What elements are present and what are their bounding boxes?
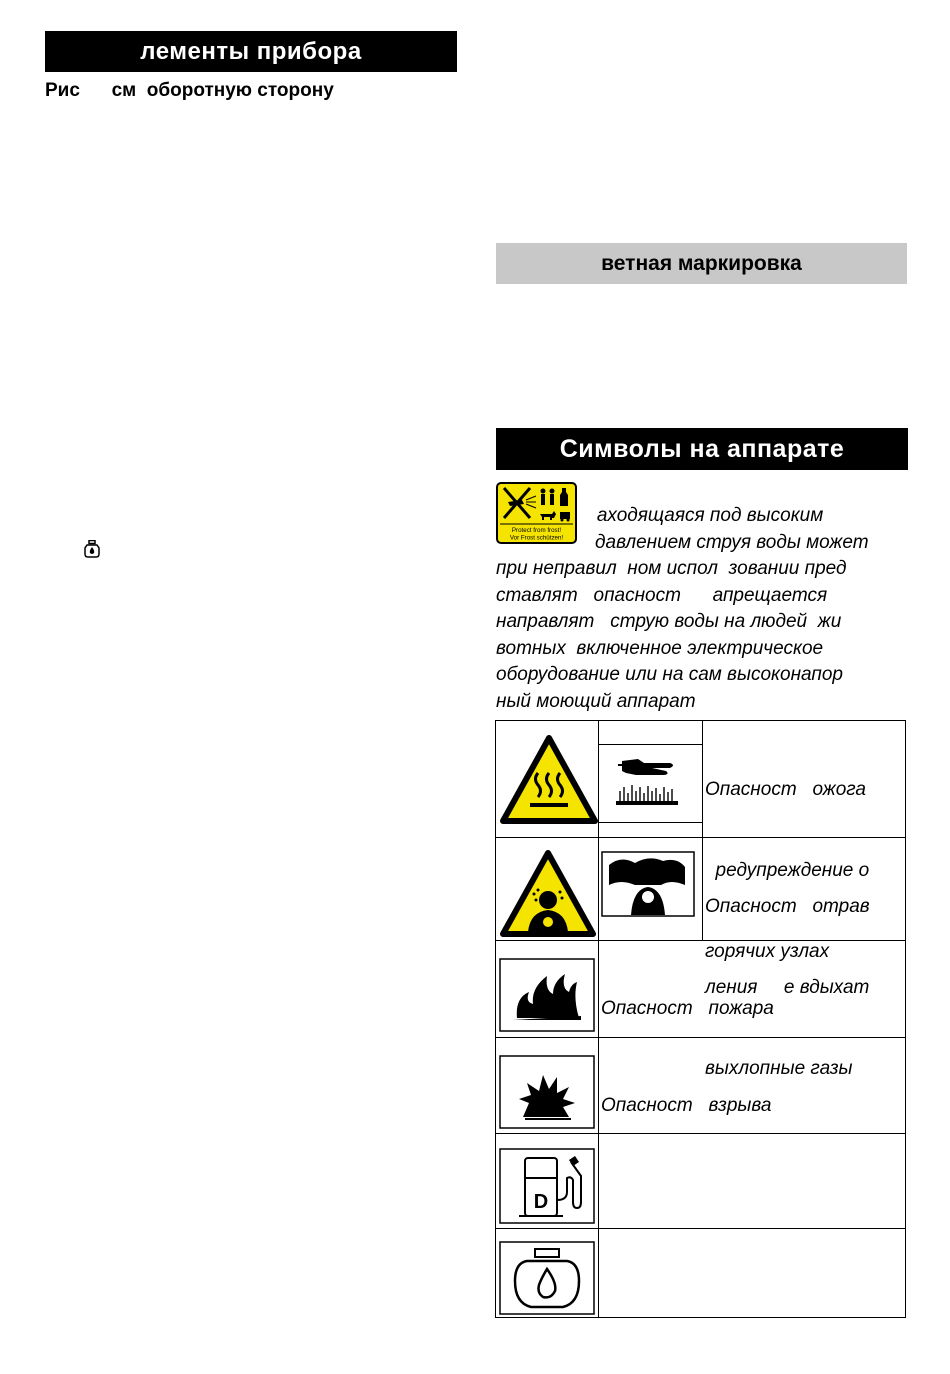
high-pressure-warning-text [496, 503, 908, 715]
exhaust-gas-icon [601, 851, 695, 917]
table-row [495, 1037, 906, 1134]
hot-hand-icon [608, 751, 698, 811]
toxic-fumes-warning-icon [500, 850, 596, 938]
diesel-fuel-pump-icon [499, 1148, 595, 1224]
figure-reference: Рис см оборотную сторону [45, 80, 334, 101]
warning-line: аходящаяся под высоким [581, 505, 824, 526]
warning-line: направлят струю воды на людей жи [496, 611, 842, 632]
warning-line: ставлят опасност апрещается [496, 584, 828, 606]
warning-line: ный моющий аппарат [496, 690, 696, 712]
table-row [495, 1228, 906, 1318]
section-heading-symbols: Символы на аппарате [496, 428, 908, 470]
row-text: Опасност пожара [601, 998, 774, 1019]
sign-text-2: Vor Frost schützen! [509, 534, 564, 542]
symbols-table [495, 720, 906, 1318]
table-row [495, 720, 906, 962]
section-heading-device-elements: лементы прибора [45, 31, 457, 72]
warning-line: давлением струя воды может [595, 531, 869, 553]
warning-line: при неправил ном испол зовании пред [496, 558, 847, 579]
row-text: Опасност отрав ления е вдыхат выхлопные газы [705, 896, 870, 1079]
explosion-icon [499, 1055, 595, 1129]
table-row [495, 940, 906, 1038]
oil-drop-icon [499, 1241, 595, 1315]
sign-text-1: Protect from frost! [511, 527, 562, 534]
warning-line: оборудование или на сам высоконапор [496, 664, 843, 685]
section-heading-color-marking: ветная маркировка [496, 243, 907, 284]
row-text: Опасност ожога редупреждение о горячих узлах [705, 779, 870, 962]
diesel-label: D [533, 1191, 549, 1213]
hot-surface-warning-icon [500, 735, 598, 825]
table-row [495, 1133, 906, 1229]
warning-line: вотных включенное электрическое [496, 637, 824, 659]
row-text: Опасност взрыва [601, 1095, 772, 1116]
fire-icon [499, 958, 595, 1032]
oil-drop-icon [84, 540, 100, 558]
